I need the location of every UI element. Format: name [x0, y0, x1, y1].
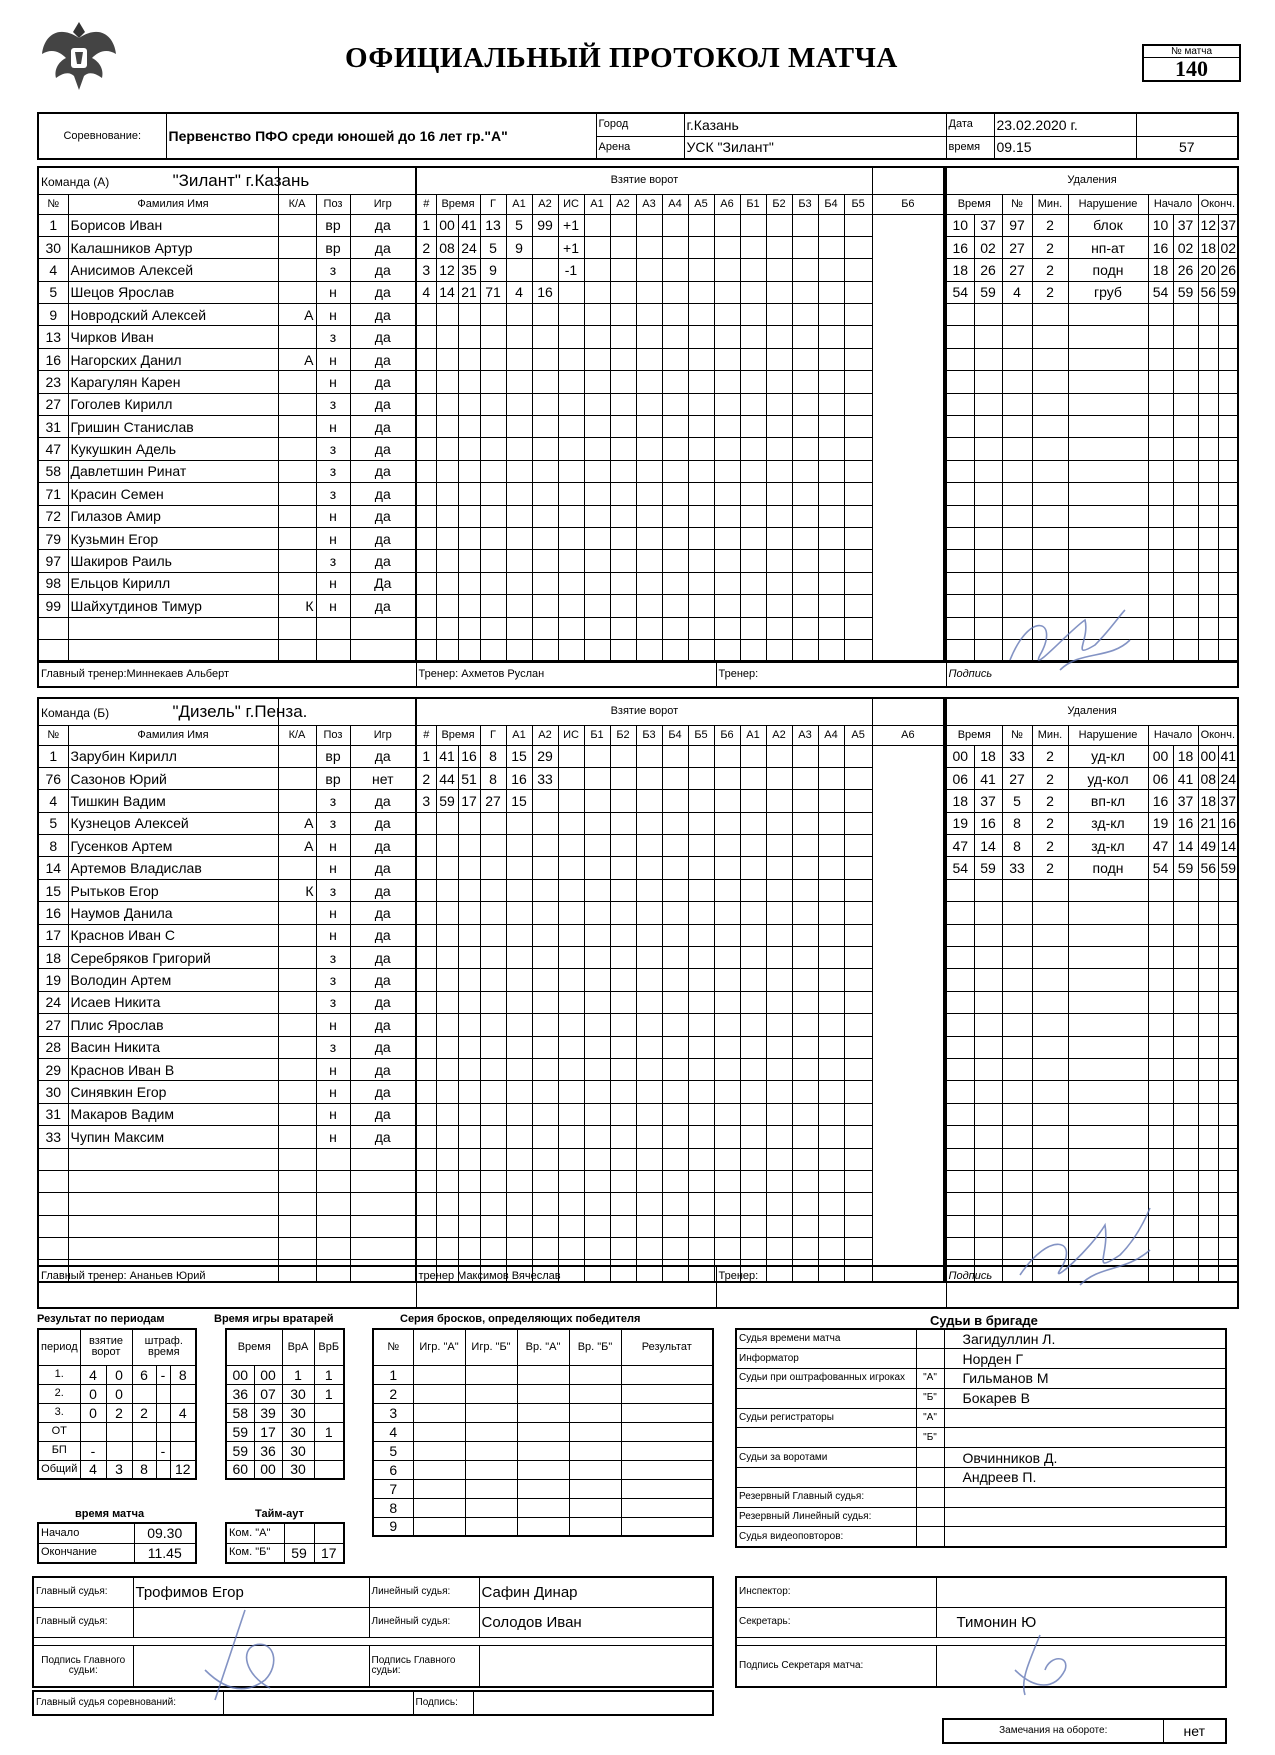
- team-a-penalties: Удаления Время № Мин. Нарушение Начало Оконч. 10 37 97 2 блок 10 37 12 37 16 02 27 2 нп-ат 16 02 18 02 18 26 27 2 подн 18 26 20 26 54 59 4 2 груб 54 59 56 59: [945, 166, 1239, 663]
- goal-row: [416, 483, 944, 505]
- competition-label: Соревнование:: [38, 113, 166, 159]
- col-number: №: [38, 194, 68, 214]
- team-b-player-row: 33 Чупин Максим н да: [38, 1126, 416, 1148]
- penalty-row: [946, 1148, 1238, 1170]
- goal-row: [416, 371, 944, 393]
- team-b-player-row: 29 Краснов Иван В н да: [38, 1058, 416, 1080]
- penalty-row: [946, 572, 1238, 594]
- team-a-player-row: 71 Красин Семен з да: [38, 483, 416, 505]
- goal-row: [416, 947, 944, 969]
- secretary-name: Тимонин Ю: [936, 1607, 1226, 1637]
- team-b-player-row: 5 Кузнецов Алексей А з да: [38, 812, 416, 834]
- col-position: Поз: [316, 194, 350, 214]
- arena-value: УСК "Зилант": [684, 136, 946, 159]
- col-played: Игр: [350, 194, 416, 214]
- match-number-box: [1142, 44, 1241, 82]
- official-row: Андреев П.: [736, 1468, 1226, 1488]
- team-a-player-row: [38, 617, 416, 639]
- period-row: ОТ: [38, 1422, 196, 1441]
- penalty-row: 06 41 27 2 уд-кол 06 41 08 24: [946, 767, 1238, 789]
- remarks-value: нет: [1163, 1719, 1226, 1743]
- goal-row: [416, 348, 944, 370]
- team-a-player-row: 16 Нагорских Данил А н да: [38, 348, 416, 370]
- penalty-row: [946, 393, 1238, 415]
- shootout-row: 7: [373, 1479, 713, 1498]
- page-title: ОФИЦИАЛЬНЫЙ ПРОТОКОЛ МАТЧА: [345, 42, 898, 74]
- penalty-row: [946, 1081, 1238, 1103]
- team-b-player-row: 24 Исаев Никита з да: [38, 991, 416, 1013]
- team-a-label: Команда (А): [41, 175, 110, 190]
- goal-row: [416, 460, 944, 482]
- goal-row: [416, 1058, 944, 1080]
- officials-title: Судьи в бригаде: [930, 1313, 1038, 1328]
- penalty-row: [946, 371, 1238, 393]
- team-b-player-row: 18 Серебряков Григорий з да: [38, 947, 416, 969]
- goalie-time-table: Время ВрА ВрБ 00 00 1 1 36 07 30 1 58 39 30 59 17 30 1 59 36 30 60 00 30: [225, 1328, 345, 1480]
- shootout-table: № Игр. "А" Игр. "Б" Вр. "А" Вр. "Б" Результат 1 2 3 4 5 6 7 8 9: [372, 1328, 714, 1537]
- team-b-name: "Дизель" г.Пенза.: [172, 702, 308, 722]
- goal-row: [416, 835, 944, 857]
- team-a-player-row: 30 Калашников Артур вр да: [38, 236, 416, 258]
- shootout-row: 3: [373, 1403, 713, 1422]
- match-info-table: [37, 112, 1239, 160]
- penalty-row: [946, 483, 1238, 505]
- signature-a: [1000, 600, 1140, 680]
- team-a-player-row: 27 Гоголев Кирилл з да: [38, 393, 416, 415]
- penalty-row: [946, 505, 1238, 527]
- timeout-title: Тайм-аут: [255, 1508, 304, 1520]
- goal-row: [416, 550, 944, 572]
- shootout-row: 5: [373, 1441, 713, 1460]
- shootout-row: 4: [373, 1422, 713, 1441]
- team-b-label: Команда (Б): [41, 706, 110, 721]
- penalties-title-a: Удаления: [946, 167, 1238, 194]
- official-row: Резервный Линейный судья:: [736, 1507, 1226, 1527]
- team-b-player-row: 19 Володин Артем з да: [38, 969, 416, 991]
- time-label: время: [946, 136, 994, 159]
- team-b-penalties: Удаления Время № Мин. Нарушение Начало Оконч. 00 18 33 2 уд-кл 00 18 00 41 06 41 27 2 уд-кол 06 41 08 24 18 37 5 2 вп-кл 16 37 18 37 19 16 8 2 зд-кл 19 16 21 16 47 14 8 2 зд-кл 47 14 49 14 54 59 33 2 подн 54 59 56 59: [945, 697, 1239, 1283]
- signature-b: [1010, 1200, 1160, 1290]
- team-a-player-row: 99 Шайхутдинов Тимур К н да: [38, 595, 416, 617]
- penalty-row: 18 26 27 2 подн 18 26 20 26: [946, 259, 1238, 281]
- team-a-player-row: 23 Карагулян Карен н да: [38, 371, 416, 393]
- team-b-player-row: 28 Васин Никита з да: [38, 1036, 416, 1058]
- team-a-player-row: 1 Борисов Иван вр да: [38, 214, 416, 236]
- match-time-table: Начало 09.30 Окончание 11.45: [37, 1522, 197, 1564]
- time-value: 09.15: [994, 136, 1136, 159]
- goalie-time-row: 00 00 1 1: [226, 1365, 344, 1384]
- team-b-player-row: [38, 1193, 416, 1215]
- goal-row: [416, 812, 944, 834]
- shootout-row: 2: [373, 1384, 713, 1403]
- penalty-row: 54 59 4 2 груб 54 59 56 59: [946, 281, 1238, 303]
- penalty-row: [946, 326, 1238, 348]
- penalty-row: [946, 947, 1238, 969]
- goal-row: [416, 595, 944, 617]
- team-b-head-coach: Ананьев Юрий: [129, 1270, 206, 1282]
- official-row: Информатор Норден Г: [736, 1349, 1226, 1369]
- penalty-row: 10 37 97 2 блок 10 37 12 37: [946, 214, 1238, 236]
- periods-table: период взятие ворот штраф. время 1. 4 0 6 - 8 2. 0 0 3. 0 2 2 4 ОТ БП - - Общий 4 3 8 12: [37, 1328, 197, 1480]
- official-row: "Б": [736, 1428, 1226, 1448]
- period-row: БП - -: [38, 1441, 196, 1460]
- goal-row: [416, 1103, 944, 1125]
- date-value: 23.02.2020 г.: [994, 113, 1136, 136]
- official-row: Судьи регистраторы "А": [736, 1408, 1226, 1428]
- goal-row: 3 12 35 9 -1: [416, 259, 944, 281]
- goal-row: [416, 438, 944, 460]
- team-b-player-row: [38, 1238, 416, 1260]
- main-referee-1: Трофимов Егор: [133, 1577, 369, 1607]
- goalie-time-row: 59 17 30 1: [226, 1422, 344, 1441]
- team-a-player-row: 9 Новродский Алексей А н да: [38, 304, 416, 326]
- team-b-player-row: 76 Сазонов Юрий вр нет: [38, 767, 416, 789]
- goal-row: [416, 969, 944, 991]
- goal-row: 2 44 51 8 16 33: [416, 767, 944, 789]
- penalty-row: [946, 879, 1238, 901]
- team-a-section: [37, 166, 417, 663]
- timeout-b-min: 59: [284, 1543, 314, 1563]
- team-a-signature-label: Подпись: [946, 661, 1238, 687]
- penalty-row: [946, 348, 1238, 370]
- team-b-player-row: [38, 1170, 416, 1192]
- timeout-b-sec: 17: [314, 1543, 344, 1563]
- col-ka: К/А: [278, 194, 316, 214]
- city-label: Город: [596, 113, 684, 136]
- team-b-signature-label: Подпись: [946, 1266, 1238, 1308]
- match-number-label: № матча: [1144, 46, 1239, 58]
- match-end: 11.45: [134, 1543, 196, 1563]
- team-a-player-row: 58 Давлетшин Ринат з да: [38, 460, 416, 482]
- shootout-row: 1: [373, 1365, 713, 1384]
- remarks-table: Замечания на обороте: нет: [942, 1718, 1227, 1744]
- team-b-roster: Команда (Б) "Дизель" г.Пенза. № Фамилия Имя К/А Поз Игр 1 Зарубин Кирилл вр да 76 Сазонов Юрий вр нет 4 Тишкин Вадим з да 5 Кузнецов Алексей А з да 8 Гусенков Артем А н да 14 Артемов Владислав н да 15 Рытьков Егор К з да 16 Наумов Данила н да 17 Краснов Иван С н да 18 Серебряков Григорий з да 19 Володин Артем з да 24 Исаев Никита з да 27 Плис Ярослав н да 28 Васин Никита з да 29 Краснов Иван В н да 30 Синявкин Егор н да 31 Макаров Вадим н да 33 Чупин Максим н да: [37, 697, 417, 1283]
- goals-title-a: Взятие ворот: [416, 167, 872, 194]
- period-row: Общий 4 3 8 12: [38, 1460, 196, 1479]
- official-row: Судья времени матча Загидуллин Л.: [736, 1329, 1226, 1349]
- referees-table: Главный судья: Трофимов Егор Линейный судья: Сафин Динар Главный судья: Линейный судья: Солодов Иван Подпись Главного судьи: Подпись Главного судьи:: [32, 1576, 714, 1688]
- penalty-row: [946, 991, 1238, 1013]
- goal-row: [416, 304, 944, 326]
- penalty-row: [946, 1014, 1238, 1036]
- goalie-time-row: 58 39 30: [226, 1403, 344, 1422]
- goal-row: [416, 1036, 944, 1058]
- competition-name: Первенство ПФО среди юношей до 16 лет гр."А": [166, 113, 596, 159]
- officials-table: [735, 1328, 1227, 1548]
- team-b-player-row: 8 Гусенков Артем А н да: [38, 835, 416, 857]
- team-a-player-row: 31 Гришин Станислав н да: [38, 416, 416, 438]
- team-a-head-coach: Миннекаев Альберт: [126, 667, 230, 680]
- team-b-goals: Взятие ворот # Время Г А1 А2 ИС Б1 Б2 Б3 Б4 Б5 Б6 А1 А2 А3 А4 А5 А6 1 41 16 8 15 29 2 44 51 8 16 33 3 59 17 27 15: [415, 697, 945, 1283]
- penalty-row: [946, 902, 1238, 924]
- date-label: Дата: [946, 113, 994, 136]
- team-b-coach: Максимов Вячеслав: [457, 1270, 561, 1282]
- penalty-row: [946, 969, 1238, 991]
- team-b-player-row: [38, 1148, 416, 1170]
- period-row: 1. 4 0 6 - 8: [38, 1365, 196, 1384]
- shootout-title: Серия бросков, определяющих победителя: [400, 1313, 641, 1325]
- goal-row: [416, 991, 944, 1013]
- signature-referee: [185, 1600, 305, 1710]
- goal-row: [416, 1215, 944, 1237]
- penalty-row: [946, 1126, 1238, 1148]
- penalties-title-b: Удаления: [946, 698, 1238, 725]
- inspector-table: Инспектор: Секретарь: Тимонин Ю Подпись Секретаря матча:: [735, 1576, 1227, 1688]
- team-b-player-row: 15 Рытьков Егор К з да: [38, 879, 416, 901]
- timeout-table: Ком. "А" Ком. "Б" 59 17: [225, 1522, 345, 1564]
- team-b-player-row: 1 Зарубин Кирилл вр да: [38, 745, 416, 767]
- penalty-row: 54 59 33 2 подн 54 59 56 59: [946, 857, 1238, 879]
- city-value: г.Казань: [684, 113, 946, 136]
- line-referee-2: Солодов Иван: [479, 1607, 713, 1637]
- penalty-row: [946, 1058, 1238, 1080]
- goal-row: [416, 1238, 944, 1260]
- team-a-player-row: 13 Чирков Иван з да: [38, 326, 416, 348]
- shootout-row: 9: [373, 1517, 713, 1536]
- emblem-icon: [38, 14, 120, 96]
- line-referee-1: Сафин Динар: [479, 1577, 713, 1607]
- penalty-row: 19 16 8 2 зд-кл 19 16 21 16: [946, 812, 1238, 834]
- goal-row: [416, 326, 944, 348]
- team-b-section: [37, 697, 417, 1283]
- official-row: Судья видеоповторов:: [736, 1527, 1226, 1547]
- penalty-row: [946, 416, 1238, 438]
- team-a-player-row: 98 Ельцов Кирилл н Да: [38, 572, 416, 594]
- goals-title-b: Взятие ворот: [416, 698, 872, 725]
- team-a-coach: Ахметов Руслан: [461, 667, 545, 680]
- team-a-player-row: 97 Шакиров Раиль з да: [38, 550, 416, 572]
- penalty-row: [946, 924, 1238, 946]
- team-a-player-row: 72 Гилазов Амир н да: [38, 505, 416, 527]
- team-b-player-row: 16 Наумов Данила н да: [38, 902, 416, 924]
- goal-row: [416, 527, 944, 549]
- team-a-player-row: 47 Кукушкин Адель з да: [38, 438, 416, 460]
- periods-title: Результат по периодам: [37, 1313, 165, 1325]
- match-number: 140: [1175, 56, 1208, 81]
- team-a-goals: Взятие ворот # Время Г А1 А2 ИС А1 А2 А3 А4 А5 А6 Б1 Б2 Б3 Б4 Б5 Б6 1 00 41 13 5 99 +1 2 08 24 5 9 +1 3 12 35 9 -1 4 14 21 71 4 16: [415, 166, 945, 663]
- goalie-time-row: 59 36 30: [226, 1441, 344, 1460]
- team-a-player-row: 5 Шецов Ярослав н да: [38, 281, 416, 303]
- penalty-row: [946, 1170, 1238, 1192]
- goal-row: 2 08 24 5 9 +1: [416, 236, 944, 258]
- goal-row: 4 14 21 71 4 16: [416, 281, 944, 303]
- goal-row: [416, 1081, 944, 1103]
- penalty-row: [946, 460, 1238, 482]
- goal-row: [416, 1148, 944, 1170]
- team-b-player-row: [38, 1215, 416, 1237]
- goal-row: [416, 1170, 944, 1192]
- team-b-player-row: 27 Плис Ярослав н да: [38, 1014, 416, 1036]
- goal-row: [416, 393, 944, 415]
- match-time-title: время матча: [75, 1508, 145, 1520]
- goal-row: [416, 902, 944, 924]
- goal-row: [416, 879, 944, 901]
- period-row: 2. 0 0: [38, 1384, 196, 1403]
- penalty-row: [946, 1103, 1238, 1125]
- goal-row: [416, 1193, 944, 1215]
- team-a-name: "Зилант" г.Казань: [172, 171, 310, 191]
- signature-secretary: [1000, 1630, 1080, 1700]
- shootout-row: 6: [373, 1460, 713, 1479]
- spectators-value: 57: [1136, 136, 1238, 159]
- penalty-row: [946, 438, 1238, 460]
- goal-row: [416, 639, 944, 661]
- penalty-row: [946, 527, 1238, 549]
- team-b-player-row: 4 Тишкин Вадим з да: [38, 790, 416, 812]
- team-a-coaches: Главный тренер:Миннекаев Альберт Тренер: Ахметов Руслан Тренер: Подпись: [37, 660, 1239, 688]
- arena-label: Арена: [596, 136, 684, 159]
- team-b-player-row: 30 Синявкин Егор н да: [38, 1081, 416, 1103]
- official-row: "Б" Бокарев В: [736, 1388, 1226, 1408]
- team-b-player-row: 31 Макаров Вадим н да: [38, 1103, 416, 1125]
- penalty-row: [946, 304, 1238, 326]
- goal-row: [416, 416, 944, 438]
- goal-row: [416, 617, 944, 639]
- penalty-row: [946, 550, 1238, 572]
- goal-row: [416, 924, 944, 946]
- team-a-player-row: 79 Кузьмин Егор н да: [38, 527, 416, 549]
- team-a-player-row: 4 Анисимов Алексей з да: [38, 259, 416, 281]
- period-row: 3. 0 2 2 4: [38, 1403, 196, 1422]
- team-a-player-row: [38, 639, 416, 661]
- team-b-player-row: 14 Артемов Владислав н да: [38, 857, 416, 879]
- penalty-row: 18 37 5 2 вп-кл 16 37 18 37: [946, 790, 1238, 812]
- goal-row: 1 41 16 8 15 29: [416, 745, 944, 767]
- shootout-row: 8: [373, 1498, 713, 1517]
- team-b-coaches: Главный тренер: Ананьев Юрий тренер Максимов Вячеслав Тренер: Подпись: [37, 1265, 1239, 1309]
- official-row: Резервный Главный судья:: [736, 1487, 1226, 1507]
- competition-referee-table: Главный судья соревнований: Подпись:: [32, 1690, 714, 1716]
- goal-row: 1 00 41 13 5 99 +1: [416, 214, 944, 236]
- goal-row: 3 59 17 27 15: [416, 790, 944, 812]
- goalie-time-row: 36 07 30 1: [226, 1384, 344, 1403]
- goalie-time-row: 60 00 30: [226, 1460, 344, 1479]
- official-row: Судьи при оштрафованных игроках "А" Гильманов М: [736, 1369, 1226, 1389]
- official-row: Судьи за воротами Овчинников Д.: [736, 1448, 1226, 1468]
- penalty-row: 47 14 8 2 зд-кл 47 14 49 14: [946, 835, 1238, 857]
- goal-row: [416, 1126, 944, 1148]
- goal-row: [416, 505, 944, 527]
- goal-row: [416, 857, 944, 879]
- goal-row: [416, 572, 944, 594]
- team-a-roster: [37, 166, 417, 663]
- team-b-player-row: 17 Краснов Иван С н да: [38, 924, 416, 946]
- penalty-row: [946, 1036, 1238, 1058]
- match-start: 09.30: [134, 1523, 196, 1543]
- penalty-row: 00 18 33 2 уд-кл 00 18 00 41: [946, 745, 1238, 767]
- penalty-row: 16 02 27 2 нп-ат 16 02 18 02: [946, 236, 1238, 258]
- goal-row: [416, 1014, 944, 1036]
- goalie-time-title: Время игры вратарей: [214, 1313, 334, 1325]
- col-name: Фамилия Имя: [68, 194, 278, 214]
